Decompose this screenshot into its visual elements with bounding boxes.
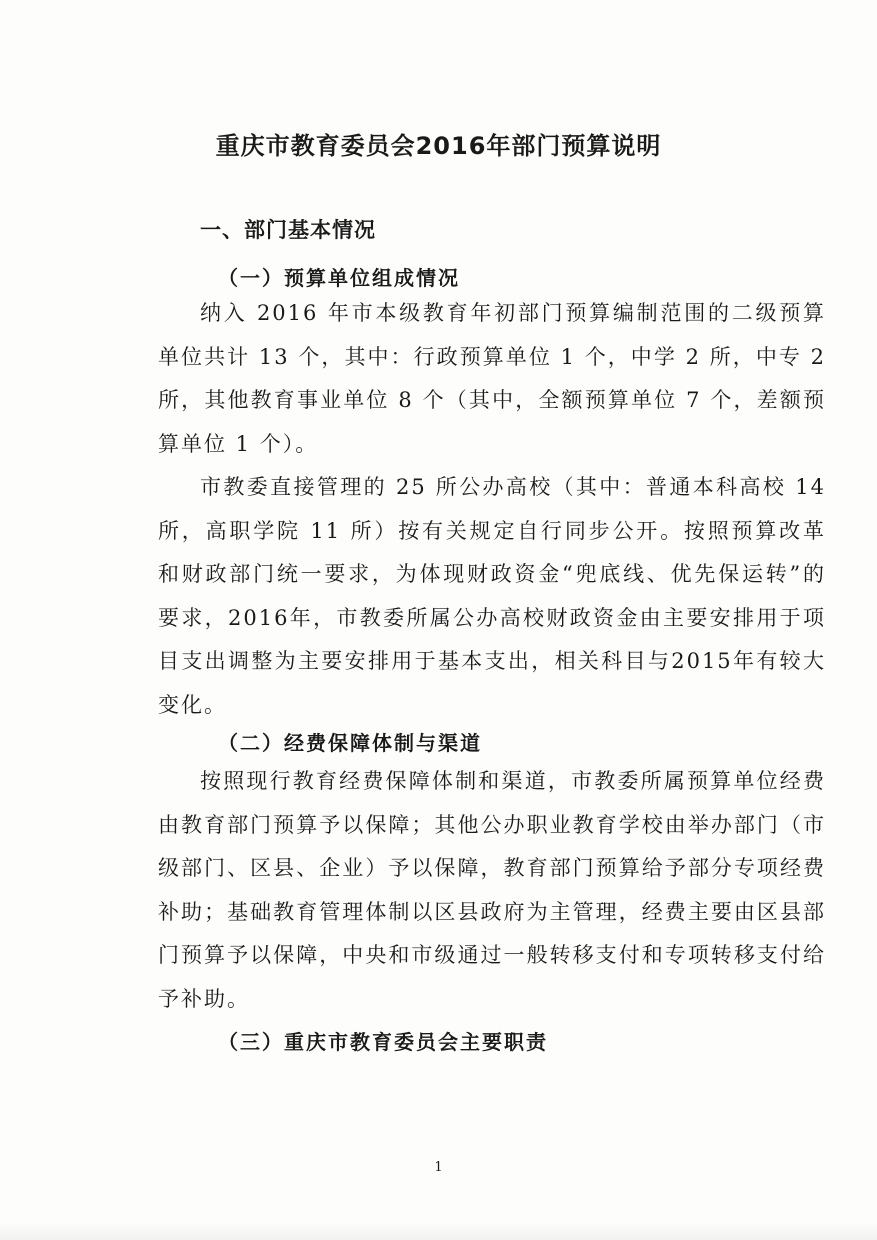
subsection-heading-budget-units: （一）预算单位组成情况 (218, 266, 460, 290)
page-number: 1 (434, 1160, 443, 1175)
document-title: 重庆市教育委员会2016年部门预算说明 (215, 132, 662, 160)
paragraph-budget-units: 纳入 2016 年市本级教育年初部门预算编制范围的二级预算单位共计 13 个，其中：行政预算单位 1 个，中学 2 所，中专 2 所，其他教育事业单位 8 个（其中，全额预算单位 7 个，差额预算单位 1 个）。 (158, 301, 826, 456)
subsection-heading-funding-channels: （二）经费保障体制与渠道 (218, 731, 482, 755)
paragraph-universities: 市教委直接管理的 25 所公办高校（其中：普通本科高校 14 所，高职学院 11 所）按有关规定自行同步公开。按照预算改革和财政部门统一要求，为体现财政资金“兜底线、优先保运转”的要求，2016年，市教委所属公办高校财政资金由主要安排用于项目支出调整为主要安排用于基本支出，相关科目与2015年有较大变化。 (158, 475, 826, 717)
subsection-heading-main-duties: （三）重庆市教育委员会主要职责 (218, 1030, 548, 1054)
scan-edge-shadow (0, 1222, 877, 1240)
section-heading-basic-info: 一、部门基本情况 (200, 218, 376, 242)
paragraph-funding-channels: 按照现行教育经费保障体制和渠道，市教委所属预算单位经费由教育部门预算予以保障；其他公办职业教育学校由举办部门（市级部门、区县、企业）予以保障，教育部门预算给予部分专项经费补助；基础教育管理体制以区县政府为主管理，经费主要由区县部门预算予以保障，中央和市级通过一般转移支付和专项转移支付给予补助。 (158, 769, 826, 1011)
